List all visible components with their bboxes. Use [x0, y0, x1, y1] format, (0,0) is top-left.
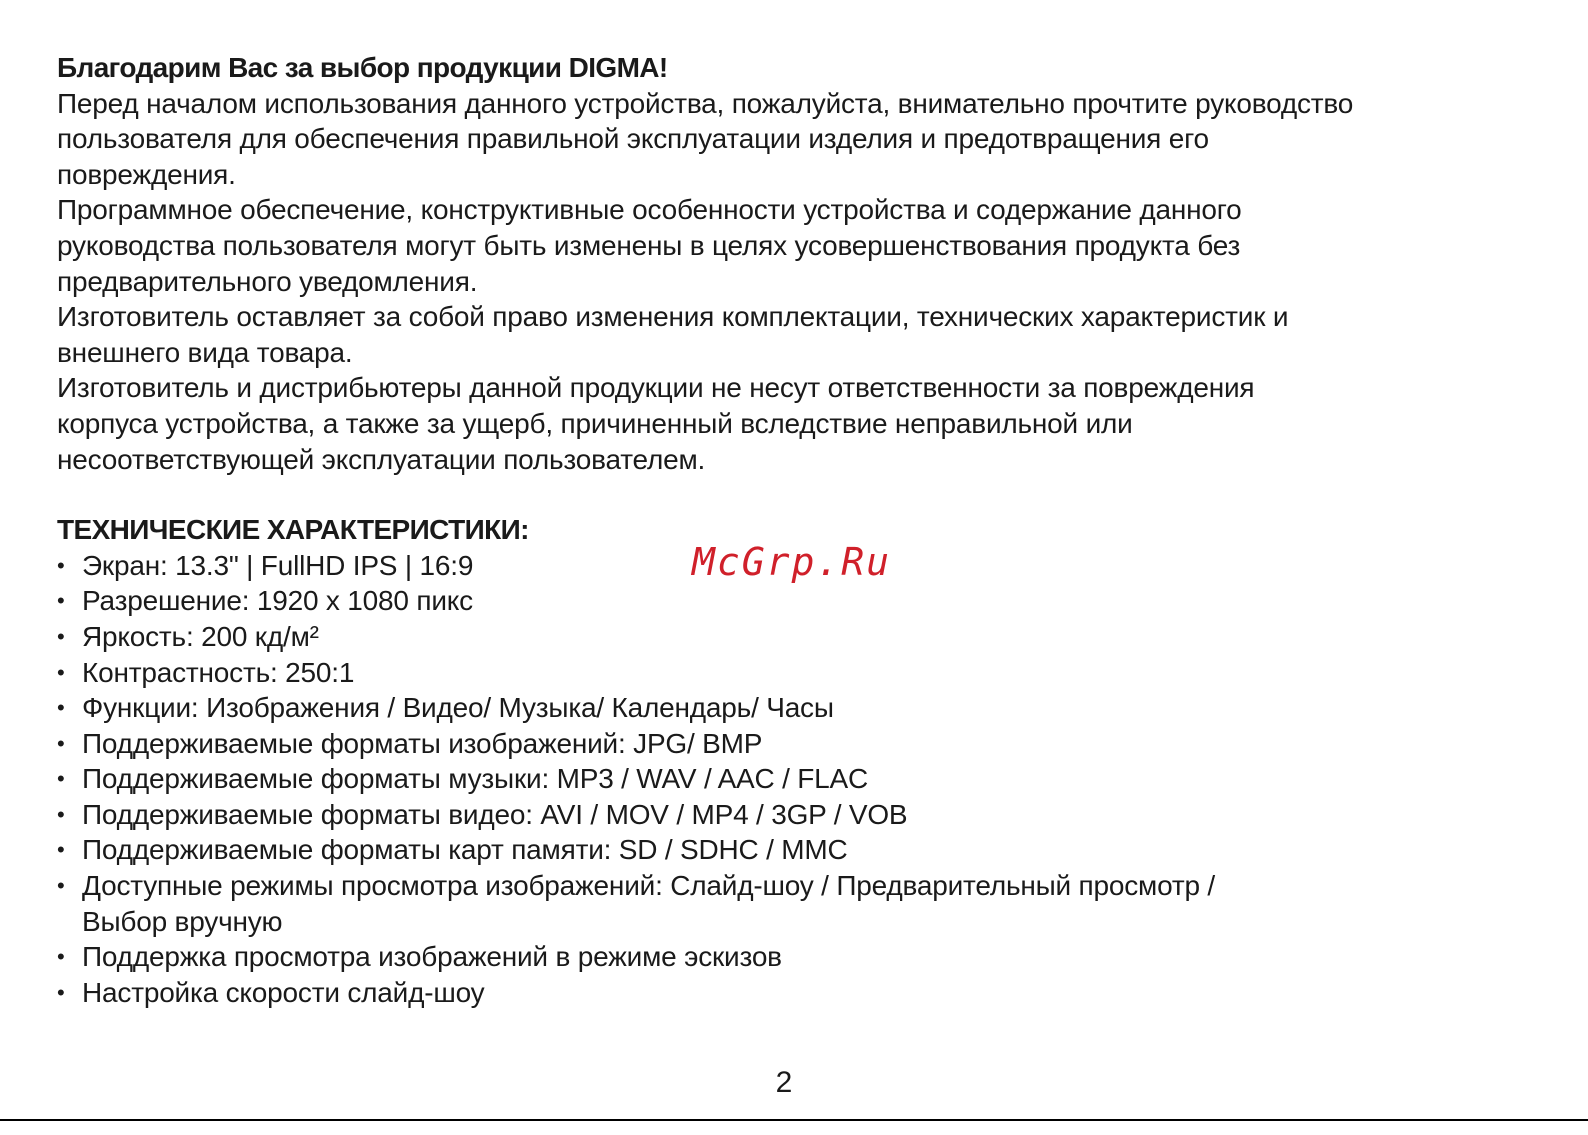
text-line: несоответствующей эксплуатации пользователем. — [57, 443, 706, 475]
text-line: Изготовитель оставляет за собой право изменения комплектации, технических характеристик и — [57, 301, 1289, 333]
bullet-icon: • — [57, 979, 65, 1005]
spec-item-video-formats — [57, 797, 1547, 833]
text-line: Программное обеспечение, конструктивные особенности устройства и содержание данного — [57, 194, 1242, 226]
text-line: предварительного уведомления. — [57, 265, 478, 297]
spec-text: Разрешение: 1920 x 1080 пикс — [82, 585, 473, 617]
bullet-icon: • — [57, 552, 65, 578]
spec-text: Функции: Изображения / Видео/ Музыка/ Календарь/ Часы — [82, 692, 834, 724]
bullet-icon: • — [57, 873, 65, 899]
text-line: внешнего вида товара. — [57, 336, 353, 368]
spec-line — [57, 868, 1547, 904]
bullet-icon: • — [57, 730, 65, 756]
text-line: корпуса устройства, а также за ущерб, причиненный вследствие неправильной или — [57, 407, 1133, 439]
intro-paragraph-4 — [57, 370, 1547, 477]
intro-paragraph-2 — [57, 192, 1547, 299]
spec-text: Поддерживаемые форматы изображений: JPG/ BMP — [82, 727, 763, 759]
spec-text: Поддерживаемые форматы музыки: MP3 / WAV / AAC / FLAC — [82, 763, 869, 795]
page-number: 2 — [775, 1066, 793, 1099]
spec-text: Доступные режимы просмотра изображений: Слайд-шоу / Предварительный просмотр / — [82, 870, 1216, 902]
text-line: Изготовитель и дистрибьютеры данной продукции не несут ответственности за повреждения — [57, 372, 1255, 404]
spec-item-slideshow-speed — [57, 975, 1547, 1011]
spec-item-thumbnails — [57, 939, 1547, 975]
specs-heading: ТЕХНИЧЕСКИЕ ХАРАКТЕРИСТИКИ: — [57, 514, 529, 546]
spec-item-music-formats — [57, 761, 1547, 797]
bullet-icon: • — [57, 659, 65, 685]
bullet-icon: • — [57, 623, 65, 649]
spec-text: Поддержка просмотра изображений в режиме эскизов — [82, 941, 782, 973]
watermark: McGrp.Ru — [692, 540, 892, 584]
spec-text: Поддерживаемые форматы видео: AVI / MOV / MP4 / 3GP / VOB — [82, 798, 908, 830]
spec-item-memory-card-formats — [57, 832, 1547, 868]
spec-item-brightness — [57, 619, 1547, 655]
bottom-rule — [0, 1119, 1588, 1121]
bullet-icon: • — [57, 588, 65, 614]
text-line: руководства пользователя могут быть изменены в целях усовершенствования продукта без — [57, 229, 1241, 261]
bullet-icon: • — [57, 944, 65, 970]
text-line: Перед началом использования данного устройства, пожалуйста, внимательно прочтите руководство — [57, 87, 1354, 119]
bullet-icon: • — [57, 766, 65, 792]
manual-page — [57, 50, 1547, 1010]
spec-list — [57, 548, 1547, 1011]
spec-text: Яркость: 200 кд/м² — [82, 620, 319, 652]
spec-item-view-modes — [57, 868, 1547, 939]
spec-item-resolution — [57, 583, 1547, 619]
spec-item-functions — [57, 690, 1547, 726]
text-line: повреждения. — [57, 158, 236, 190]
text-line: пользователя для обеспечения правильной эксплуатации изделия и предотвращения его — [57, 123, 1209, 155]
intro-paragraph-1 — [57, 86, 1547, 193]
spec-text: Экран: 13.3" | FullHD IPS | 16:9 — [82, 549, 474, 581]
bullet-icon: • — [57, 695, 65, 721]
bullet-icon: • — [57, 801, 65, 827]
spec-text: Поддерживаемые форматы карт памяти: SD / SDHC / MMC — [82, 834, 848, 866]
intro-heading: Благодарим Вас за выбор продукции DIGMA! — [57, 52, 668, 83]
bullet-icon: • — [57, 837, 65, 863]
spec-line: Выбор вручную — [82, 905, 283, 937]
spec-item-image-formats — [57, 726, 1547, 762]
spec-text: Контрастность: 250:1 — [82, 656, 355, 688]
intro-paragraph-3 — [57, 299, 1547, 370]
spec-text: Настройка скорости слайд-шоу — [82, 976, 485, 1008]
spec-item-contrast — [57, 655, 1547, 691]
